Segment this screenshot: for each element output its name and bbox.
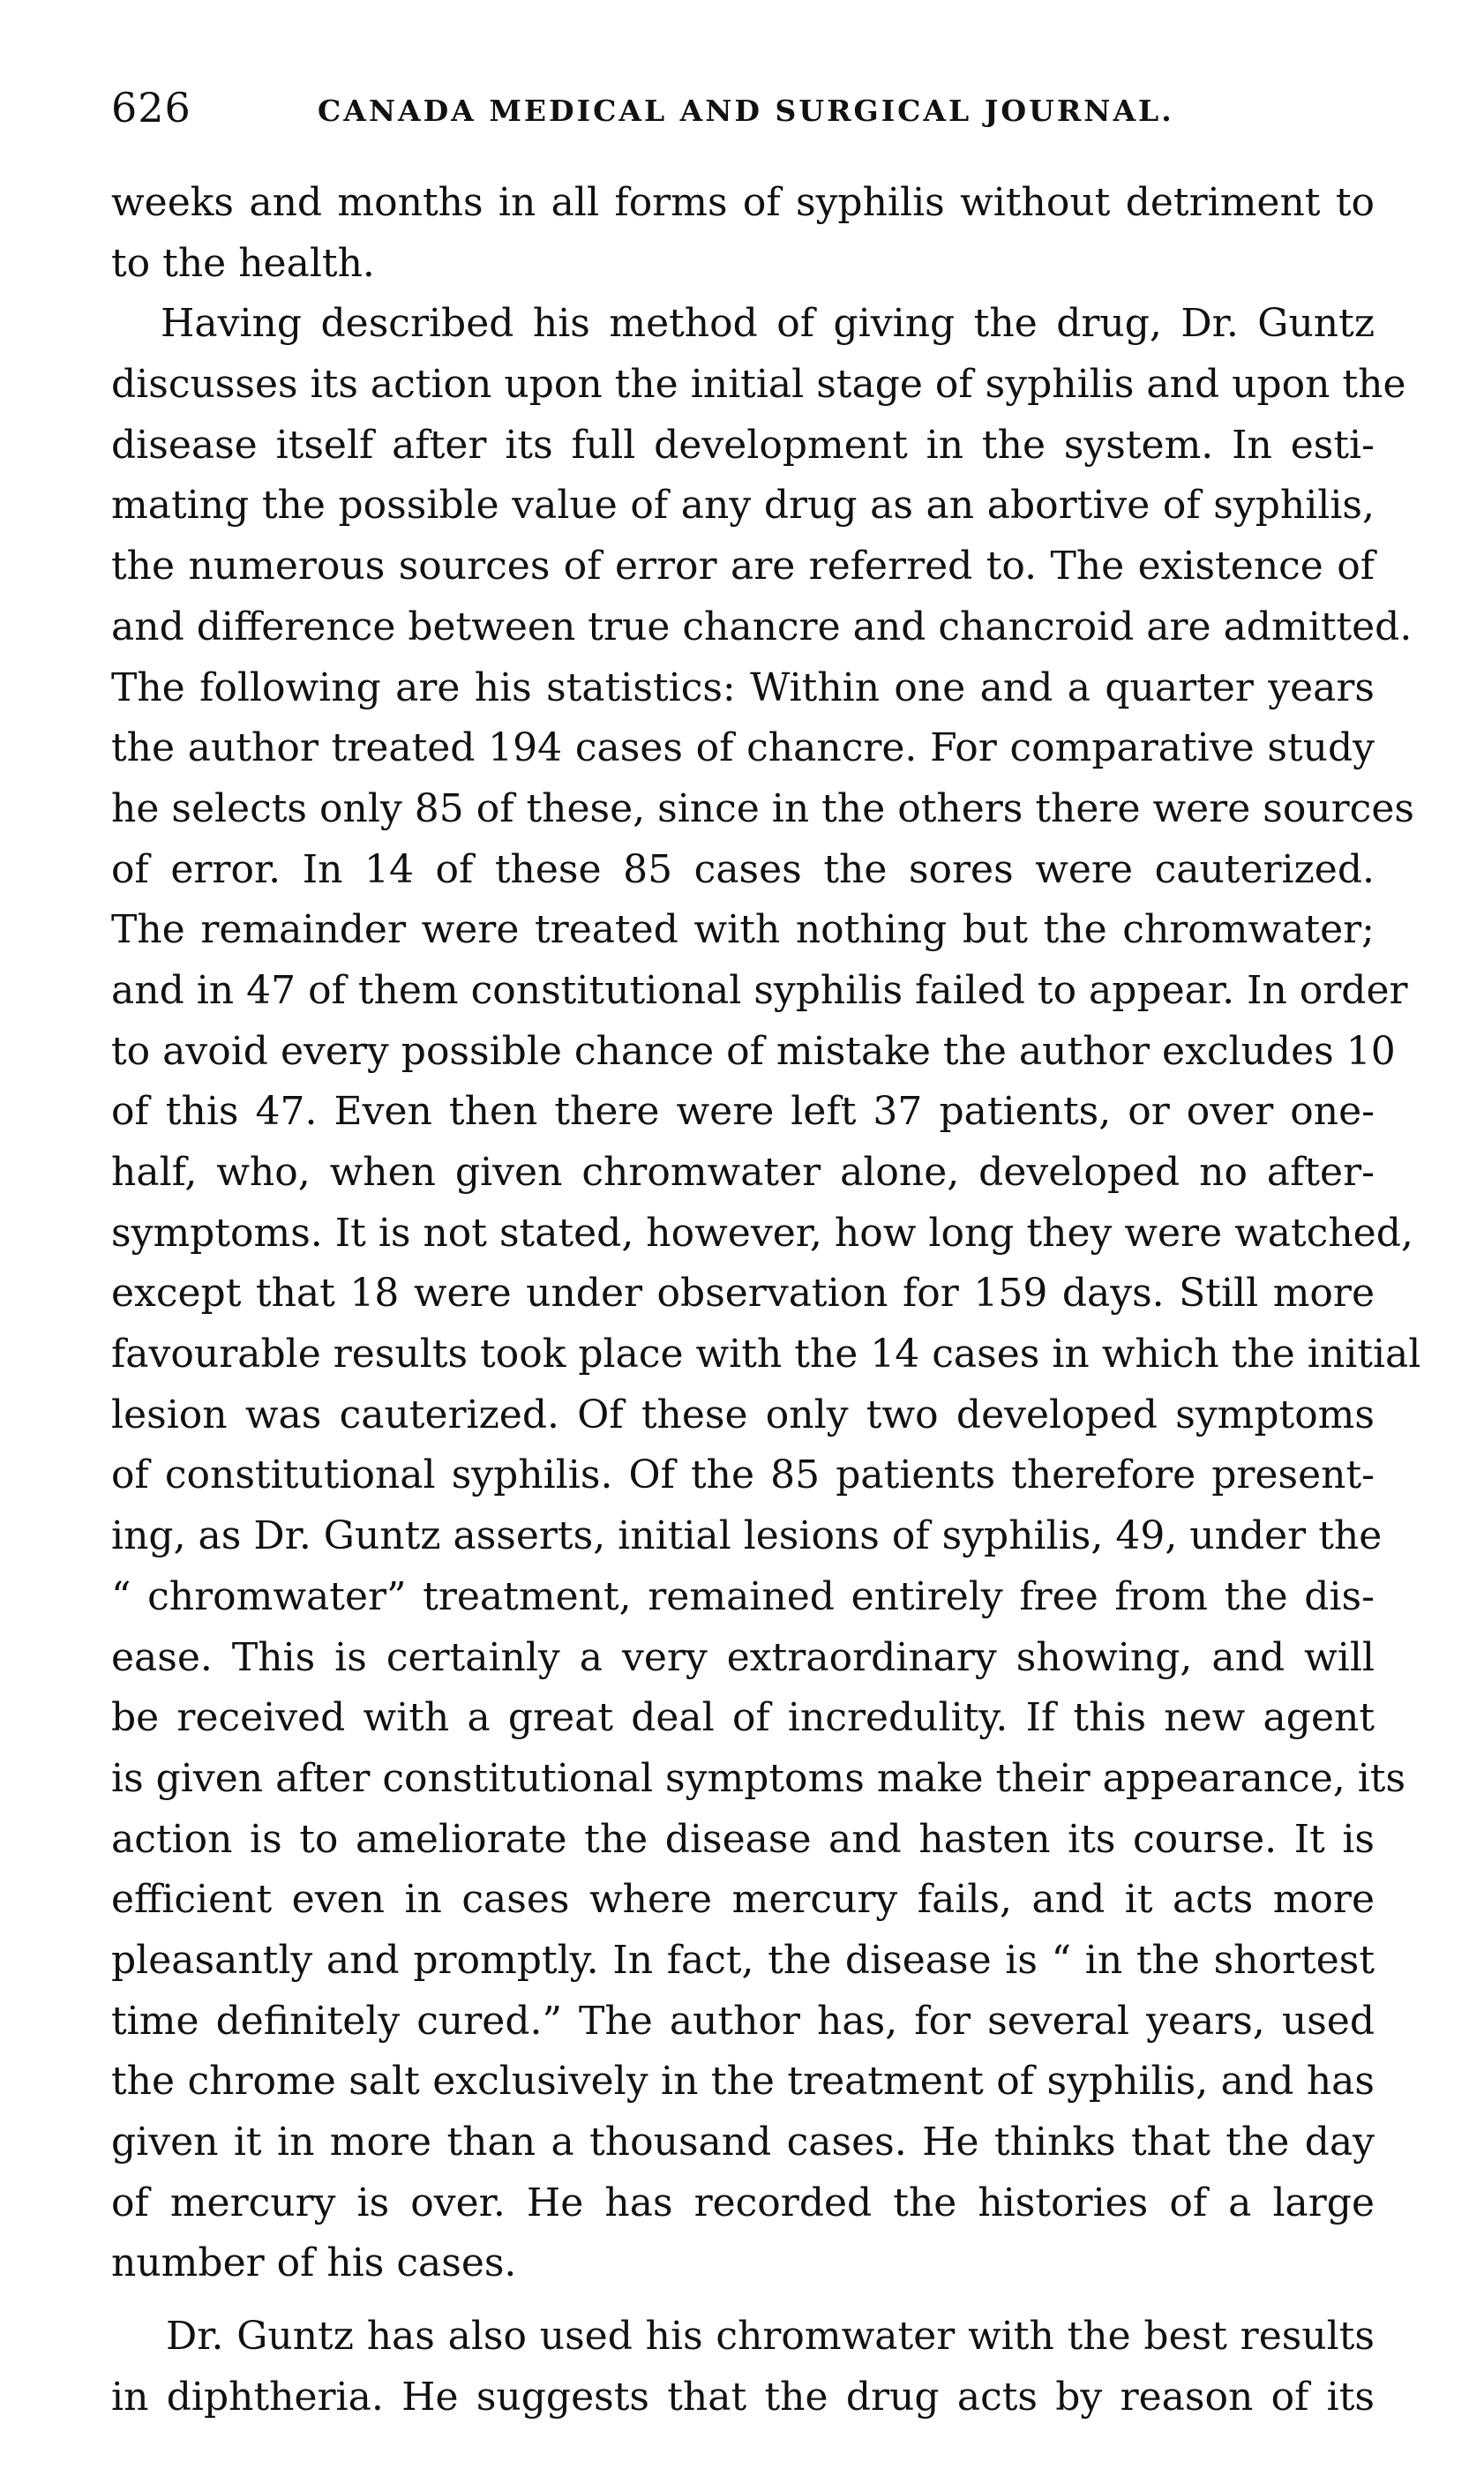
paragraph (111, 294, 1421, 2294)
text-line: in diphtheria. He suggests that the drug acts by reason of its (111, 2374, 1375, 2420)
text-line: to the health. (111, 240, 375, 286)
text-line: action is to ameliorate the disease and hasten its course. It is (111, 1816, 1375, 1862)
paragraph (111, 2307, 1375, 2428)
text-line: of constitutional syphilis. Of the 85 patients therefore present- (111, 1452, 1375, 1498)
text-line: of this 47. Even then there were left 37 patients, or over one- (111, 1089, 1375, 1135)
text-line: and difference between true chancre and chancroid are admitted. (111, 604, 1413, 649)
text-line: of mercury is over. He has recorded the histories of a large (111, 2180, 1375, 2225)
text-line: and in 47 of them constitutional syphilis failed to appear. In order (111, 967, 1408, 1013)
text-line: disease itself after its full development in the system. In esti- (111, 422, 1375, 468)
text-line: lesion was cauterized. Of these only two developed symptoms (111, 1392, 1375, 1437)
text-line: the numerous sources of error are referred to. The existence of (111, 544, 1375, 589)
text-line: Dr. Guntz has also used his chromwater with the best results (166, 2314, 1375, 2360)
text-line: half, who, when given chromwater alone, developed no after- (111, 1150, 1375, 1195)
text-line: time definitely cured.” The author has, for several years, used (111, 1998, 1375, 2044)
text-line: pleasantly and promptly. In fact, the disease is “ in the shortest (111, 1937, 1375, 1983)
text-line: discusses its action upon the initial stage of syphilis and upon the (111, 362, 1406, 408)
text-line: to avoid every possible chance of mistake the author excludes 10 (111, 1028, 1396, 1074)
journal-title: CANADA MEDICAL AND SURGICAL JOURNAL. (318, 94, 1174, 128)
paragraph-gap (111, 2294, 1375, 2307)
text-line: mating the possible value of any drug as an abortive of syphilis, (111, 483, 1375, 529)
text-line: “ chromwater” treatment, remained entirely free from the dis- (111, 1573, 1375, 1619)
text-line: ing, as Dr. Guntz asserts, initial lesions of syphilis, 49, under the (111, 1513, 1383, 1559)
article-body (111, 173, 1421, 2428)
text-line: the chrome salt exclusively in the treatment of syphilis, and has (111, 2059, 1375, 2105)
text-line: given it in more than a thousand cases. He thinks that the day (111, 2120, 1375, 2165)
running-head (111, 81, 1382, 143)
text-line: the author treated 194 cases of chancre. For comparative study (111, 725, 1375, 771)
text-line: of error. In 14 of these 85 cases the sores were cauterized. (111, 846, 1375, 892)
text-line: is given after constitutional symptoms make their appearance, its (111, 1755, 1406, 1801)
text-line: efficient even in cases where mercury fails, and it acts more (111, 1877, 1375, 1923)
page-number: 626 (111, 84, 191, 131)
text-line: Having described his method of giving the drug, Dr. Guntz (161, 301, 1375, 347)
text-line: ease. This is certainly a very extraordinary showing, and will (111, 1634, 1375, 1680)
text-line: weeks and months in all forms of syphilis without detriment to (111, 180, 1375, 225)
text-line: The following are his statistics: Within one and a quarter years (111, 664, 1375, 710)
paragraph (111, 173, 1375, 294)
text-line: The remainder were treated with nothing but the chromwater; (111, 907, 1375, 953)
text-line: symptoms. It is not stated, however, how long they were watched, (111, 1210, 1413, 1256)
text-line: favourable results took place with the 14 cases in which the initial (111, 1332, 1421, 1377)
text-line: number of his cases. (111, 2240, 517, 2286)
text-line: except that 18 were under observation for 159 days. Still more (111, 1271, 1375, 1317)
text-line: be received with a great deal of incredulity. If this new agent (111, 1695, 1375, 1741)
text-line: he selects only 85 of these, since in the others there were sources (111, 785, 1414, 831)
